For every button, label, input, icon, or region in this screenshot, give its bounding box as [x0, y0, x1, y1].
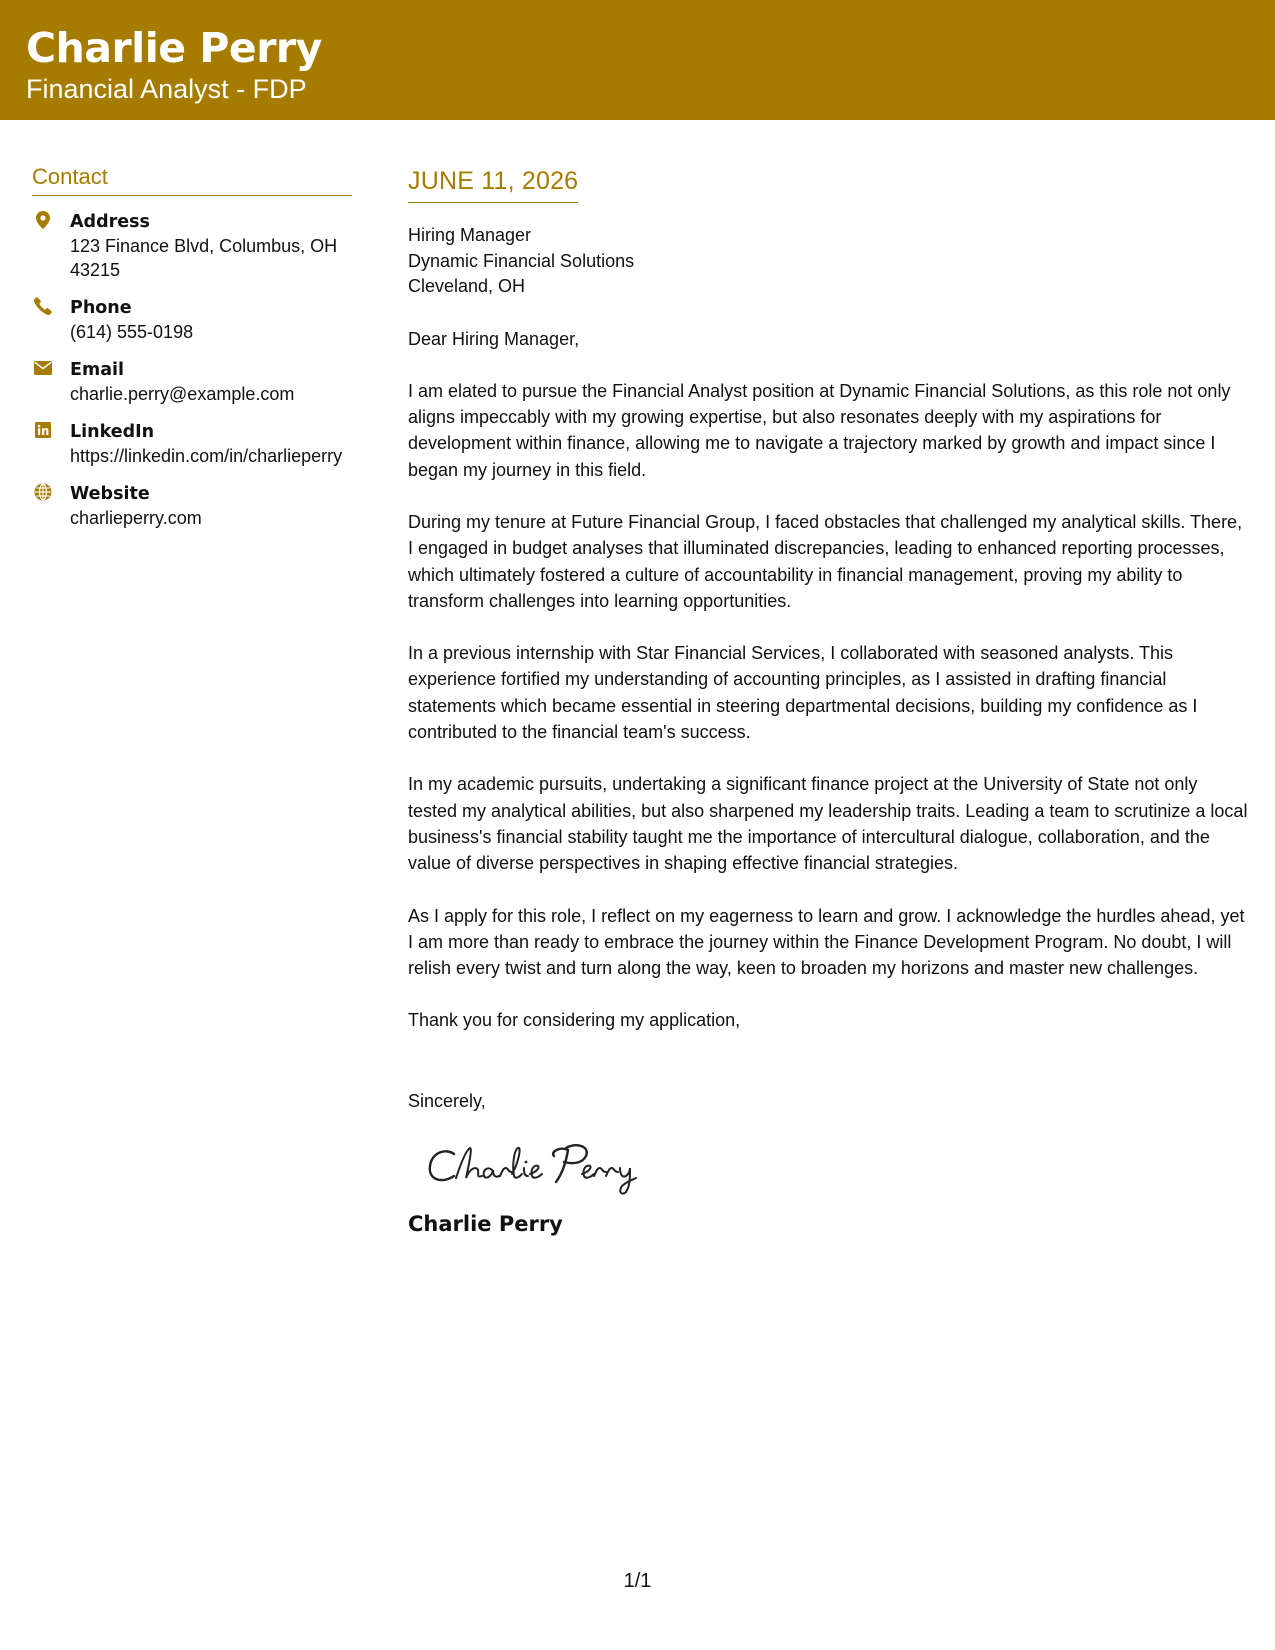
map-pin-icon [34, 211, 52, 229]
recipient-location: Cleveland, OH [408, 276, 526, 296]
cover-letter-body [408, 166, 1250, 1238]
signoff: Sincerely, [408, 1090, 486, 1111]
handwritten-signature [426, 1136, 1250, 1196]
contact-item-email [32, 358, 352, 406]
envelope-icon [34, 359, 52, 377]
address-value: 123 Finance Blvd, Columbus, OH 43215 [70, 236, 338, 280]
email-value: charlie.perry@example.com [70, 384, 295, 404]
recipient-name: Hiring Manager [408, 225, 532, 245]
contact-list [32, 210, 352, 530]
letter-paragraph: I am elated to pursue the Financial Analyst position at Dynamic Financial Solutions, as this role not only aligns impeccably with my growing expertise, but also resonates deeply with my aspirations for development within finance, allowing me to navigate a trajectory marked by growth and impact since I began my journey in this field. [408, 380, 1231, 480]
contact-item-website [32, 482, 352, 530]
phone-value: (614) 555-0198 [70, 322, 194, 342]
resume-header [0, 0, 1275, 120]
letter-paragraph: In a previous internship with Star Financial Services, I collaborated with seasoned analysts. This experience fortified my understanding of accounting principles, as I assisted in drafting financial statements which became essential in steering departmental decisions, building my confidence as I contributed to the financial team's success. [408, 643, 1198, 743]
recipient-block [408, 223, 1250, 300]
recipient-company: Dynamic Financial Solutions [408, 250, 635, 271]
contact-item-address [32, 210, 352, 282]
phone-icon [34, 297, 52, 315]
linkedin-value: https://linkedin.com/in/charlieperry [70, 446, 343, 466]
contact-section-title: Contact [32, 164, 352, 196]
contact-label: Email [70, 360, 124, 380]
contact-label: LinkedIn [70, 422, 155, 442]
letter-paragraph: In my academic pursuits, undertaking a significant finance project at the University of State not only tested my analytical abilities, but also sharpened my leadership traits. Leading a team to scrutinize a local business's financial stability taught me the importance of intercultural dialogue, collaboration, and the value of diverse perspectives in shaping effective financial strategies. [408, 774, 1248, 874]
website-value: charlieperry.com [70, 508, 202, 528]
applicant-title: Financial Analyst - FDP [26, 74, 307, 104]
contact-sidebar [32, 164, 352, 544]
contact-label: Website [70, 484, 150, 504]
letter-paragraph: As I apply for this role, I reflect on my eagerness to learn and grow. I acknowledge the hurdles ahead, yet I am more than ready to embrace the journey within the Finance Development Program. No doubt, I will relish every twist and turn along the way, keen to broaden my horizons and master new challenges. [408, 905, 1245, 979]
letter-date: JUNE 11, 2026 [408, 166, 578, 203]
page-number: 1/1 [623, 1570, 652, 1592]
applicant-name: Charlie Perry [26, 24, 322, 72]
closing-line: Thank you for considering my application, [408, 1010, 741, 1031]
signer-name: Charlie Perry [408, 1212, 563, 1237]
letter-paragraph: During my tenure at Future Financial Group, I faced obstacles that challenged my analytical skills. There, I engaged in budget analyses that illuminated discrepancies, leading to enhanced reporting processes, which ultimately fostered a culture of accountability in financial management, proving my ability to transform challenges into learning opportunities. [408, 511, 1243, 611]
salutation: Dear Hiring Manager, [408, 328, 580, 349]
contact-label: Phone [70, 298, 132, 318]
linkedin-icon [34, 421, 52, 439]
globe-icon [34, 483, 52, 501]
contact-item-linkedin [32, 420, 352, 468]
contact-item-phone [32, 296, 352, 344]
contact-label: Address [70, 212, 150, 232]
